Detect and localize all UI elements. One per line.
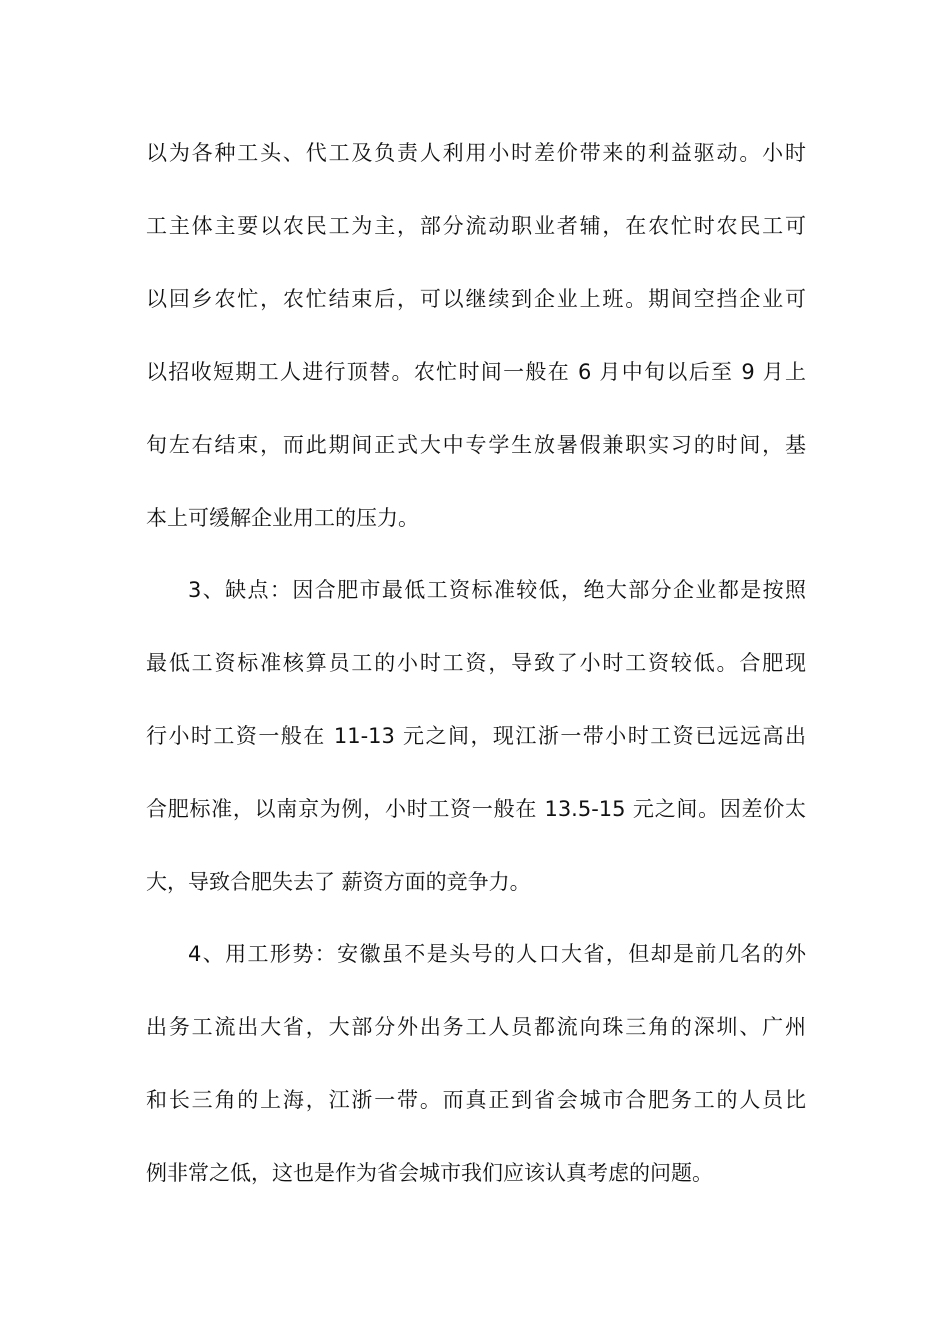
paragraph-line: 工主体主要以农民工为主，部分流动职业者辅，在农忙时农民工可 xyxy=(146,214,806,238)
paragraph-line: 以招收短期工人进行顶替。农忙时间一般在 6 月中旬以后至 9 月上 xyxy=(146,360,806,384)
paragraph-line: 本上可缓解企业用工的压力。 xyxy=(146,506,419,530)
paragraph-line: 例非常之低，这也是作为省会城市我们应该认真考虑的问题。 xyxy=(146,1161,713,1185)
paragraph-line: 行小时工资一般在 11-13 元之间，现江浙一带小时工资已远远高出 xyxy=(146,724,806,748)
paragraph-line: 以为各种工头、代工及负责人利用小时差价带来的利益驱动。小时 xyxy=(146,141,806,165)
paragraph-line: 合肥标准，以南京为例，小时工资一般在 13.5-15 元之间。因差价太 xyxy=(146,797,806,821)
paragraph-line: 旬左右结束，而此期间正式大中专学生放暑假兼职实习的时间，基 xyxy=(146,433,806,457)
paragraph-line: 出务工流出大省，大部分外出务工人员都流向珠三角的深圳、广州 xyxy=(146,1015,806,1039)
paragraph-line: 大，导致合肥失去了 薪资方面的竞争力。 xyxy=(146,870,531,894)
paragraph-line: 最低工资标准核算员工的小时工资，导致了小时工资较低。合肥现 xyxy=(146,651,806,675)
paragraph-line: 和长三角的上海，江浙一带。而真正到省会城市合肥务工的人员比 xyxy=(146,1088,806,1112)
paragraph-line: 4、用工形势：安徽虽不是头号的人口大省，但却是前几名的外 xyxy=(188,942,806,966)
paragraph-line: 3、缺点：因合肥市最低工资标准较低，绝大部分企业都是按照 xyxy=(188,578,806,602)
paragraph-line: 以回乡农忙，农忙结束后，可以继续到企业上班。期间空挡企业可 xyxy=(146,287,806,311)
